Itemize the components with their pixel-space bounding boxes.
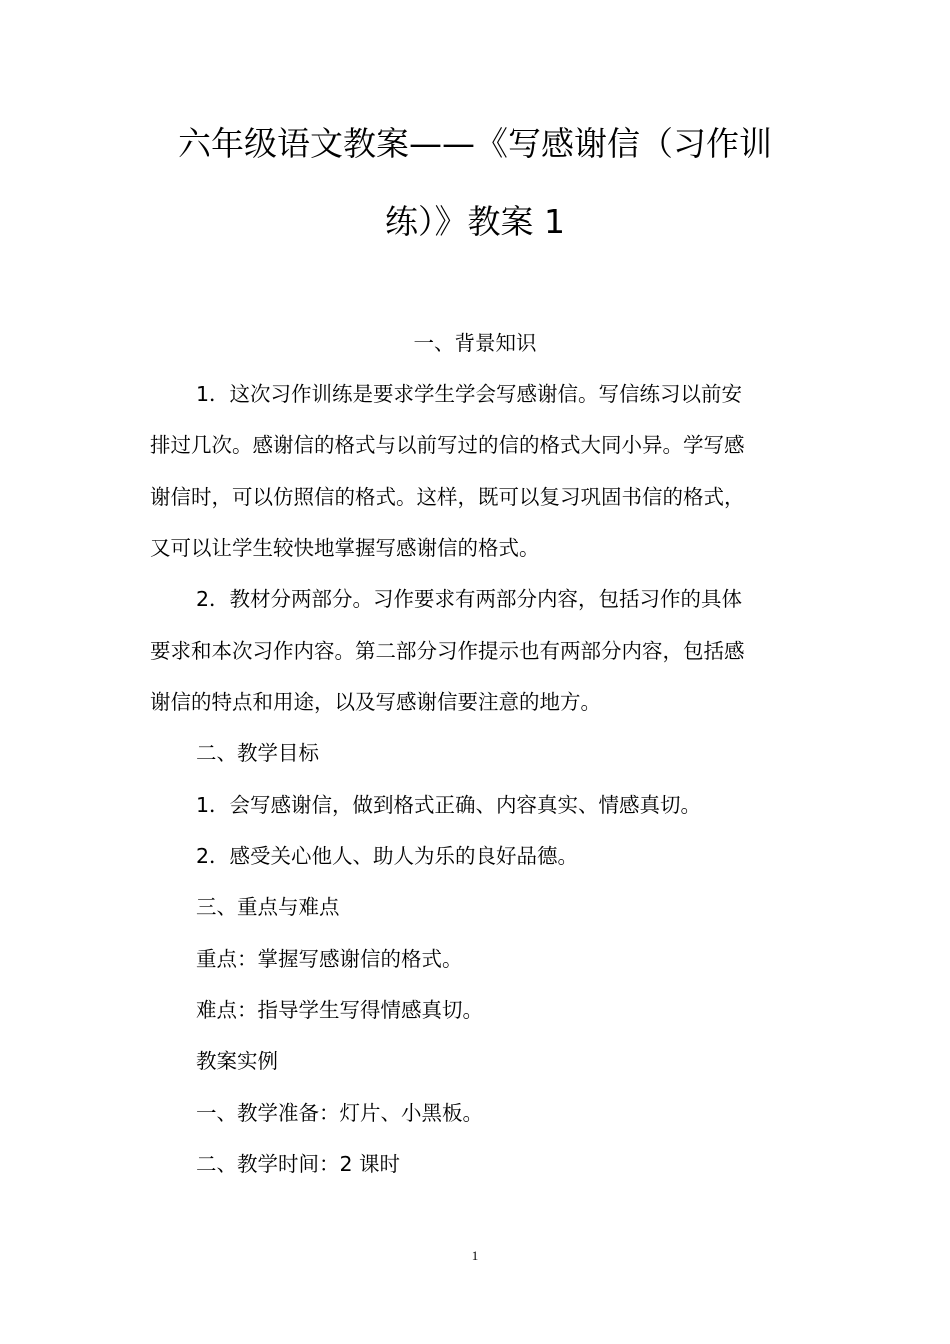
paragraph-line: 谢信时，可以仿照信的格式。这样，既可以复习巩固书信的格式， <box>150 485 745 509</box>
paragraph-line: 又可以让学生较快地掌握写感谢信的格式。 <box>150 536 540 560</box>
document-title-line-1: 六年级语文教案——《写感谢信（习作训 <box>178 124 772 163</box>
paragraph-line: 1．这次习作训练是要求学生学会写感谢信。写信练习以前安 <box>196 382 743 406</box>
key-point-text: 重点：掌握写感谢信的格式。 <box>196 947 463 971</box>
difficult-point-text: 难点：指导学生写得情感真切。 <box>196 998 483 1022</box>
goal-item: 1．会写感谢信，做到格式正确、内容真实、情感真切。 <box>196 793 702 817</box>
paragraph-line: 排过几次。感谢信的格式与以前写过的信的格式大同小异。学写感 <box>150 433 745 457</box>
paragraph-line: 要求和本次习作内容。第二部分习作提示也有两部分内容，包括感 <box>150 639 745 663</box>
paragraph-line: 2．教材分两部分。习作要求有两部分内容，包括习作的具体 <box>196 587 743 611</box>
document-title-line-2: 练）》教案 1 <box>385 202 565 241</box>
goal-item: 2．感受关心他人、助人为乐的良好品德。 <box>196 844 579 868</box>
section-heading-goals: 二、教学目标 <box>196 741 319 765</box>
page-number: 1 <box>471 1248 479 1263</box>
paragraph-line: 谢信的特点和用途，以及写感谢信要注意的地方。 <box>150 690 601 714</box>
teaching-time: 二、教学时间：2 课时 <box>196 1152 401 1176</box>
section-heading-key-points: 三、重点与难点 <box>196 895 340 919</box>
teaching-preparation: 一、教学准备：灯片、小黑板。 <box>196 1101 483 1125</box>
section-heading-background: 一、背景知识 <box>413 331 537 355</box>
example-heading: 教案实例 <box>196 1049 278 1073</box>
